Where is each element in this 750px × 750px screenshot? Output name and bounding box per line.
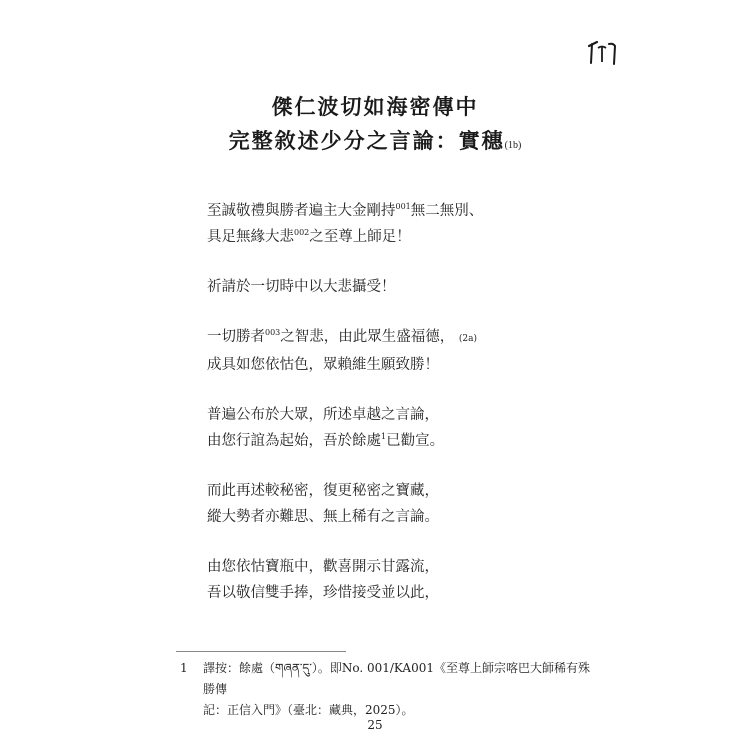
verse-text: 之智悲，由此眾生盛福德， — [280, 329, 455, 345]
verse-text: 普遍公布於大眾，所述卓越之言論， — [207, 407, 439, 423]
title-line-2-text: 完整敘述少分之言論：實穗 — [228, 129, 505, 153]
verse-line — [207, 580, 567, 606]
verse-text: 縱大勢者亦難思、無上稀有之言論。 — [207, 509, 439, 525]
tibetan-yig-mgo-ornament-icon — [586, 40, 618, 66]
verse-body — [207, 198, 567, 630]
verse-text: 成具如您依怙色，眾賴維生願致勝！ — [207, 357, 439, 373]
verse-stanza — [207, 274, 567, 300]
verse-stanza — [207, 402, 567, 454]
verse-line — [207, 224, 567, 250]
footnote-divider — [176, 651, 346, 652]
verse-stanza — [207, 198, 567, 250]
verse-line — [207, 324, 567, 352]
verse-text: 無二無別、 — [410, 203, 484, 219]
verse-text: 祈請於一切時中以大悲攝受！ — [207, 279, 396, 295]
verse-text: 已勸宣。 — [386, 433, 445, 449]
verse-text: 至誠敬禮與勝者遍主大金剛持 — [207, 203, 396, 219]
verse-text: 具足無緣大悲 — [207, 229, 294, 245]
verse-stanza — [207, 324, 567, 378]
folio-marker: (2a) — [458, 334, 478, 344]
verse-line — [207, 402, 567, 428]
verse-line — [207, 504, 567, 530]
verse-line — [207, 352, 567, 378]
verse-text: 吾以敬信雙手捧，珍惜接受並以此， — [207, 585, 439, 601]
footnote-line-2: 記：正信入門》（臺北：藏典，2025）。 — [203, 703, 414, 717]
footnote-number: 1 — [180, 661, 188, 675]
verse-stanza — [207, 554, 567, 606]
note-reference: 1 — [381, 432, 387, 442]
folio-marker: (1b) — [504, 140, 522, 151]
title-line-1: 傑仁波切如海密傳中 — [271, 95, 479, 119]
chapter-title — [0, 92, 750, 161]
verse-text: 由您依怙寶瓶中，歡喜開示甘露流， — [207, 559, 439, 575]
verse-text: 之至尊上師足！ — [309, 229, 411, 245]
verse-line — [207, 428, 567, 454]
verse-line — [207, 554, 567, 580]
verse-text: 由您行誼為起始，吾於餘處 — [207, 433, 381, 449]
note-reference: 003 — [265, 328, 281, 338]
title-line-2 — [0, 126, 750, 161]
footnote — [180, 658, 600, 721]
verse-line — [207, 198, 567, 224]
verse-text: 一切勝者 — [207, 329, 265, 345]
verse-line — [207, 274, 567, 300]
verse-line — [207, 478, 567, 504]
footnote-line-1: 譯按：餘處（གཞན་དུ་）。即No. 001/KA001《至尊上師宗喀巴大師稀有殊勝傳 — [203, 661, 590, 696]
verse-text: 而此再述較秘密，復更秘密之寶藏， — [207, 483, 439, 499]
page-number: 25 — [367, 718, 383, 732]
verse-stanza — [207, 478, 567, 530]
note-reference: 001 — [395, 202, 411, 212]
note-reference: 002 — [294, 228, 310, 238]
